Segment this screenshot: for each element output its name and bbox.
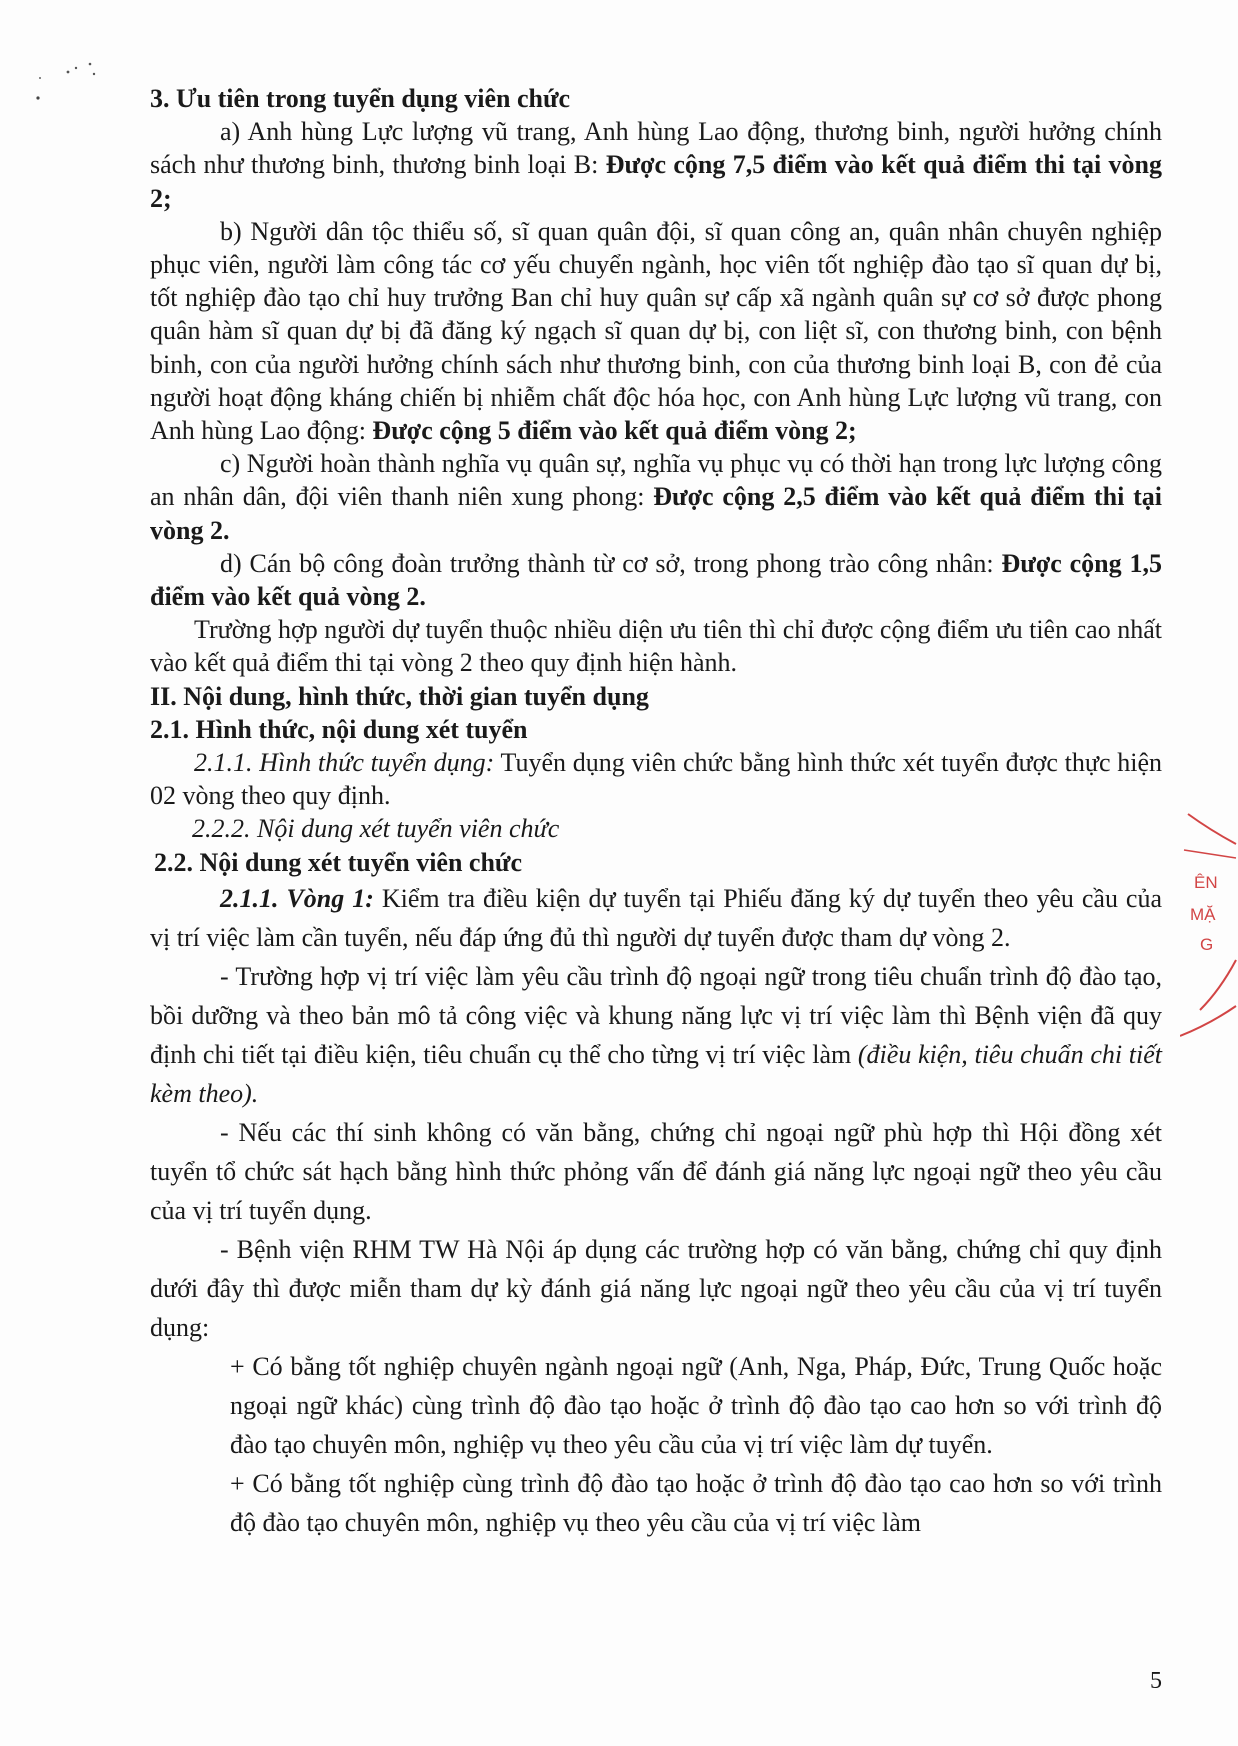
section-ii-heading: II. Nội dung, hình thức, thời gian tuyển dụng: [150, 681, 649, 711]
language-interview: - Nếu các thí sinh không có văn bằng, chứng chỉ ngoại ngữ phù hợp thì Hội đồng xét tuyển tổ chức sát hạch bằng hình thức phỏng vấn để đánh giá năng lực ngoại ngữ theo yêu cầu của vị trí tuyển dụng.: [150, 1117, 1162, 1225]
section-2-1-heading: 2.1. Hình thức, nội dung xét tuyển: [150, 714, 528, 744]
language-exemption: - Bệnh viện RHM TW Hà Nội áp dụng các trường hợp có văn bằng, chứng chỉ quy định dưới đây thì được miễn tham dự kỳ đánh giá năng lực ngoại ngữ theo yêu cầu của vị trí tuyển dụng:: [150, 1234, 1162, 1342]
svg-text:G: G: [1200, 935, 1214, 954]
page-number: 5: [1150, 1668, 1162, 1694]
scan-specks: [28, 52, 98, 112]
priority-b: b) Người dân tộc thiểu số, sĩ quan quân đội, sĩ quan công an, quân nhân chuyên nghiệp phục viên, người làm công tác cơ yếu chuyển ngành, học viên tốt nghiệp đào tạo sĩ quan dự bị, tốt nghiệp đào tạo chỉ huy trưởng Ban chỉ huy quân sự cấp xã ngành quân sự cơ sở được phong quân hàm sĩ quan dự bị đã đăng ký ngạch sĩ quan dự bị, con liệt sĩ, con thương binh, con bệnh binh, con của người hưởng chính sách như thương binh, con của thương binh loại B, con đẻ của người hoạt động kháng chiến bị nhiễm chất độc hóa học, con Anh hùng Lực lượng vũ trang, con Anh hùng Lao động: Được cộng 5 điểm vào kết quả điểm vòng 2;: [150, 216, 1162, 446]
document-body: [150, 82, 1162, 1542]
section-3-heading: 3. Ưu tiên trong tuyển dụng viên chức: [150, 84, 571, 113]
priority-d: d) Cán bộ công đoàn trưởng thành từ cơ sở, trong phong trào công nhân: Được cộng 1,5 điểm vào kết quả vòng 2.: [150, 548, 1162, 612]
exemption-item-2: + Có bằng tốt nghiệp cùng trình độ đào tạo hoặc ở trình độ đào tạo cao hơn so với trình độ đào tạo chuyên môn, nghiệp vụ theo yêu cầu của vị trí việc làm: [230, 1468, 1162, 1537]
language-requirement: - Trường hợp vị trí việc làm yêu cầu trình độ ngoại ngữ trong tiêu chuẩn trình độ đào tạo, bồi dưỡng và theo bản mô tả công việc và khung năng lực vị trí việc làm thì Bệnh viện đã quy định chi tiết tại điều kiện, tiêu chuẩn cụ thể cho từng vị trí việc làm (điều kiện, tiêu chuẩn chi tiết kèm theo).: [150, 961, 1162, 1108]
section-2-2-heading: 2.2. Nội dung xét tuyển viên chức: [154, 847, 523, 877]
priority-c: c) Người hoàn thành nghĩa vụ quân sự, nghĩa vụ phục vụ có thời hạn trong lực lượng công an nhân dân, đội viên thanh niên xung phong: Được cộng 2,5 điểm vào kết quả điểm thi tại vòng 2.: [150, 449, 1162, 545]
exemption-item-1: + Có bằng tốt nghiệp chuyên ngành ngoại ngữ (Anh, Nga, Pháp, Đức, Trung Quốc hoặc ngoại ngữ khác) cùng trình độ đào tạo hoặc ở trình độ đào tạo cao hơn so với trình độ đào tạo chuyên môn, nghiệp vụ theo yêu cầu của vị trí việc làm dự tuyển.: [230, 1351, 1162, 1459]
svg-text:ÊN: ÊN: [1194, 873, 1218, 892]
form-of-recruitment: 2.1.1. Hình thức tuyển dụng: Tuyển dụng viên chức bằng hình thức xét tuyển được thực hiện 02 vòng theo quy định.: [150, 748, 1163, 811]
svg-text:MẶ: MẶ: [1190, 905, 1216, 924]
priority-note: Trường hợp người dự tuyển thuộc nhiều diện ưu tiên thì chỉ được cộng điểm ưu tiên cao nhất vào kết quả điểm thi tại vòng 2 theo quy định hiện hành.: [150, 615, 1162, 678]
round-1: 2.1.1. Vòng 1: Kiểm tra điều kiện dự tuyển tại Phiếu đăng ký dự tuyển theo yêu cầu của vị trí việc làm cần tuyển, nếu đáp ứng đủ thì người dự tuyển được tham dự vòng 2.: [150, 883, 1163, 952]
content-subheading: 2.2.2. Nội dung xét tuyển viên chức: [192, 814, 560, 844]
priority-a: a) Anh hùng Lực lượng vũ trang, Anh hùng Lao động, thương binh, người hưởng chính sách như thương binh, thương binh loại B: Được cộng 7,5 điểm vào kết quả điểm thi tại vòng 2;: [150, 117, 1163, 213]
red-stamp-fragment: [1180, 810, 1238, 1040]
